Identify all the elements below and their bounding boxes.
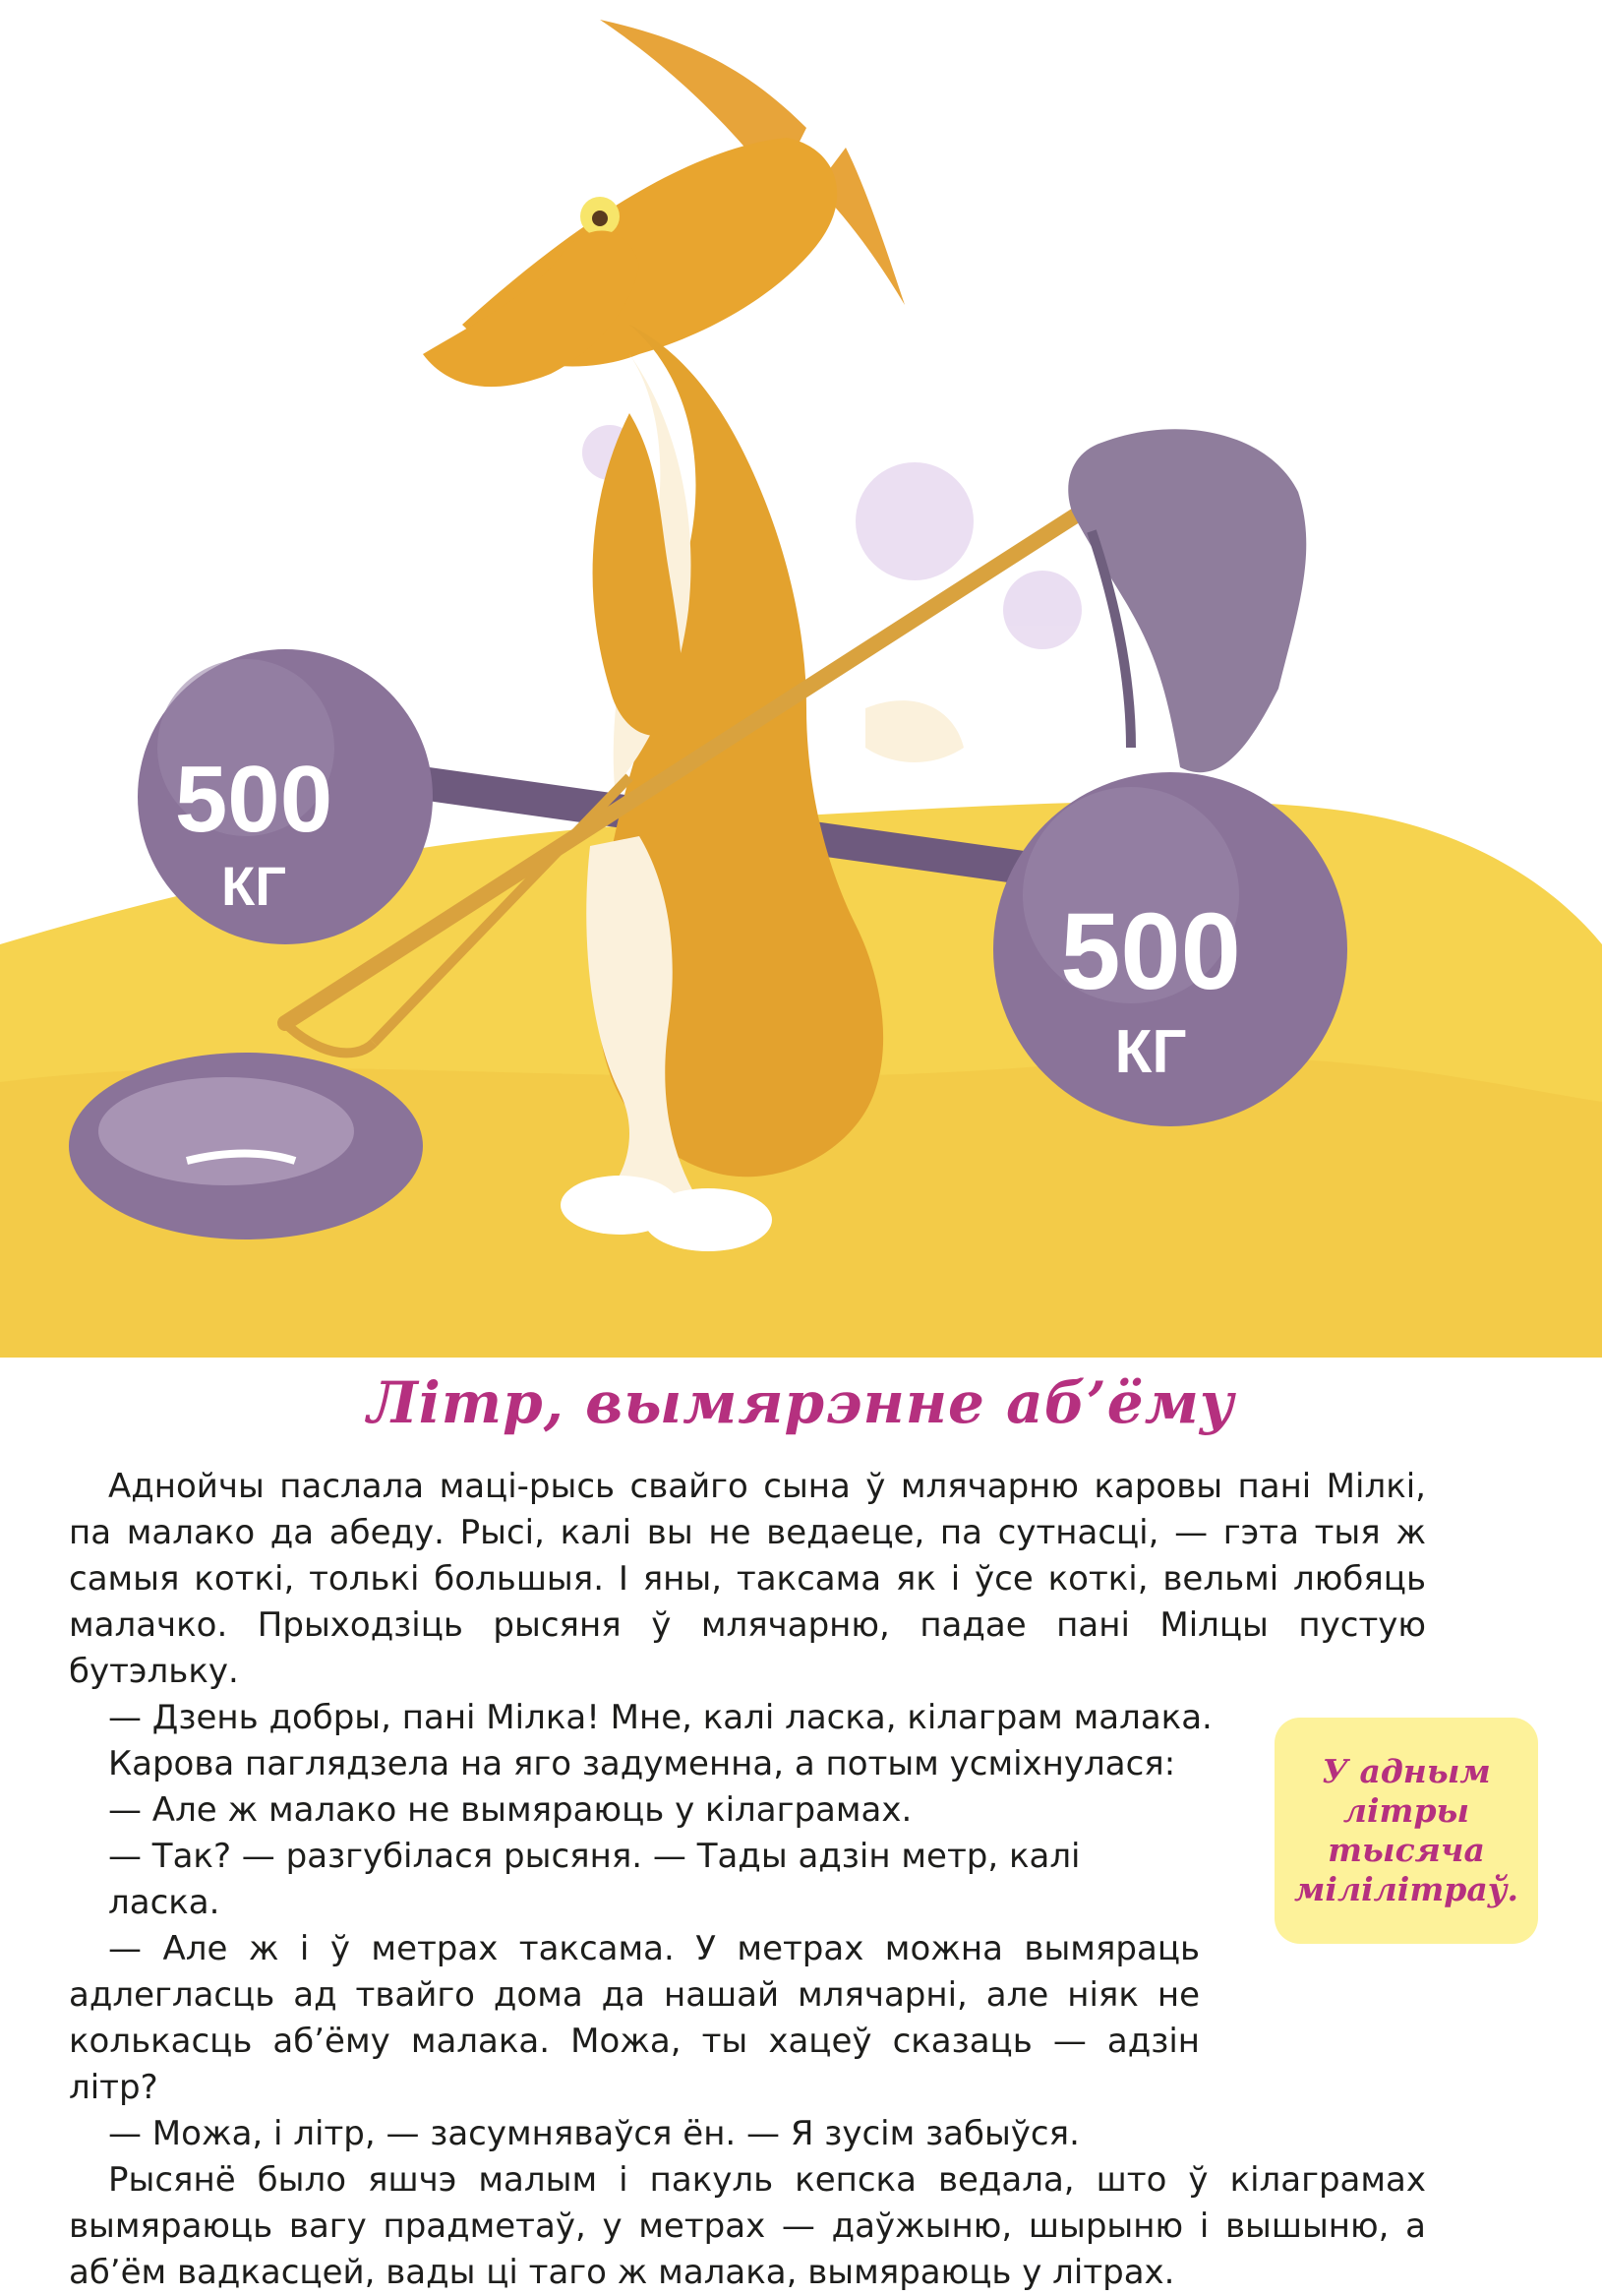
left-weight-value: 500: [174, 747, 333, 852]
paragraph-4: — Але ж малако не вымяраюць у кілаграмах.: [108, 1790, 913, 1830]
paragraph-6: — Але ж і ў метрах таксама. У метрах можна вымяраць адлегласць ад твайго дома да нашай млячарні, але ніяк не колькасць аб’ёму малака. Можа, ты хацеў сказаць — адзін літр?: [69, 1929, 1200, 2107]
mop-head: [1068, 429, 1306, 772]
left-weight-unit: КГ: [221, 855, 286, 917]
paragraph-5: — Так? — разгубілася рысяня. — Тады адзін метр, калі ласка.: [108, 1837, 1081, 1922]
paragraph-2: — Дзень добры, пані Мілка! Мне, калі ласка, кілаграм малака.: [108, 1698, 1213, 1737]
paragraph-7: — Можа, і літр, — засумняваўся ён. — Я зусім забыўся.: [108, 2114, 1080, 2153]
paragraph-3: Карова паглядзела на яго задуменна, а потым усміхнулася:: [108, 1744, 1176, 1783]
right-weight-value: 500: [1060, 891, 1241, 1012]
right-weight-unit: КГ: [1114, 1018, 1187, 1086]
paragraph-8: Рысянё было яшчэ малым і пакуль кепска ведала, што ў кілаграмах вымяраюць вагу прадметаў, у метрах — даўжыню, шырыню і вышыню, а аб’ём вадкасцей, вады ці таго ж малака, вымяраюць у літрах.: [69, 2160, 1426, 2292]
paragraph-1: Аднойчы паслала маці-рысь свайго сына ў млячарню каровы пані Мілкі, па малако да абеду. Рысі, калі вы не ведаеце, па сутнасці, — гэта тыя ж самыя коткі, толькі большыя. І яны, таксама як і ўсе коткі, вельмі любяць малачко. Прыходзіць рысяня ў млячарню, падае пані Мілцы пустую бутэльку.: [69, 1467, 1426, 1691]
story-text: [69, 1464, 1426, 2296]
fact-note-text: У адным літры тысяча мілілітраў.: [1294, 1752, 1518, 1908]
fact-note: [1275, 1718, 1538, 1944]
page-title: Літр, вымярэнне аб’ёму: [367, 1369, 1235, 1436]
